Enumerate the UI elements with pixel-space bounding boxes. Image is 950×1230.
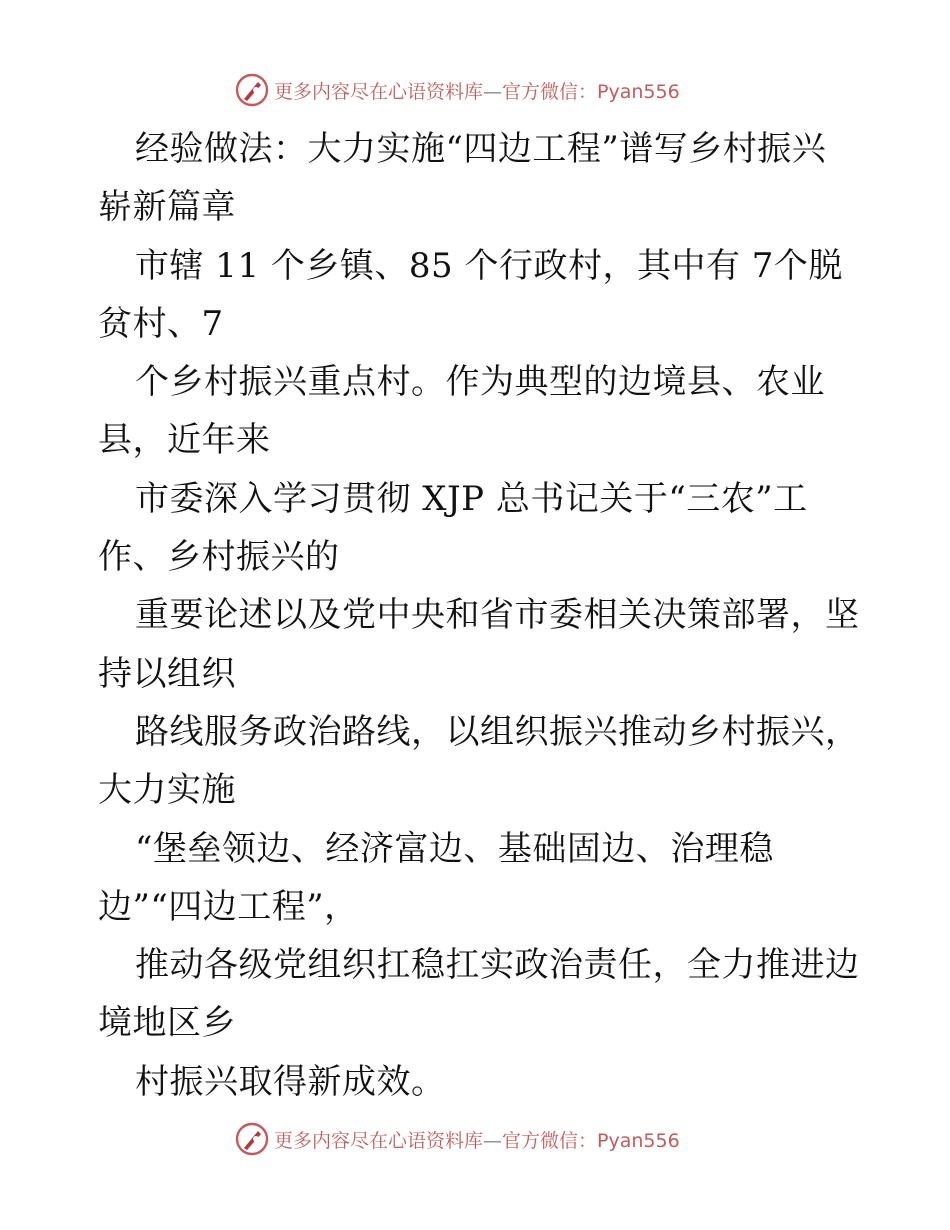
watermark-banner-bottom [234, 1121, 680, 1157]
body-line: 推动各级党组织扛稳扛实政治责任，全力推进边 [135, 945, 860, 986]
body-line: 路线服务政治路线，以组织振兴推动乡村振兴， [135, 711, 860, 752]
body-line: 境地区乡 [98, 1003, 236, 1044]
body-line: 市辖 11 个乡镇、85 个行政村，其中有 7个脱 [135, 245, 843, 286]
body-line: 县，近年来 [98, 420, 271, 461]
body-line: 持以组织 [98, 653, 236, 694]
body-line: 村振兴取得新成效。 [135, 1061, 446, 1102]
body-line: 崭新篇章 [98, 187, 236, 228]
watermark-banner-top [234, 72, 680, 108]
watermark-text: 更多内容尽在心语资料库—官方微信：Pyan556 [274, 1129, 680, 1152]
body-line: “堡垒领边、经济富边、基础固边、治理稳 [135, 828, 774, 869]
body-line: 市委深入学习贯彻 XJP 总书记关于“三农”工 [135, 478, 808, 519]
body-line: 大力实施 [98, 770, 236, 811]
body-line: 重要论述以及党中央和省市委相关决策部署，坚 [135, 595, 860, 636]
body-line: 经验做法：大力实施“四边工程”谱写乡村振兴 [135, 129, 827, 169]
pen-nib-circle-icon [234, 1121, 270, 1157]
body-line: 贫村、7 [98, 303, 224, 344]
watermark-text: 更多内容尽在心语资料库—官方微信：Pyan556 [274, 80, 680, 103]
body-line: 作、乡村振兴的 [98, 537, 340, 578]
body-line: 个乡村振兴重点村。作为典型的边境县、农业 [135, 362, 825, 403]
pen-nib-circle-icon [234, 72, 270, 108]
document-body [98, 120, 878, 1111]
body-line: 边”“四边工程”， [98, 886, 359, 927]
